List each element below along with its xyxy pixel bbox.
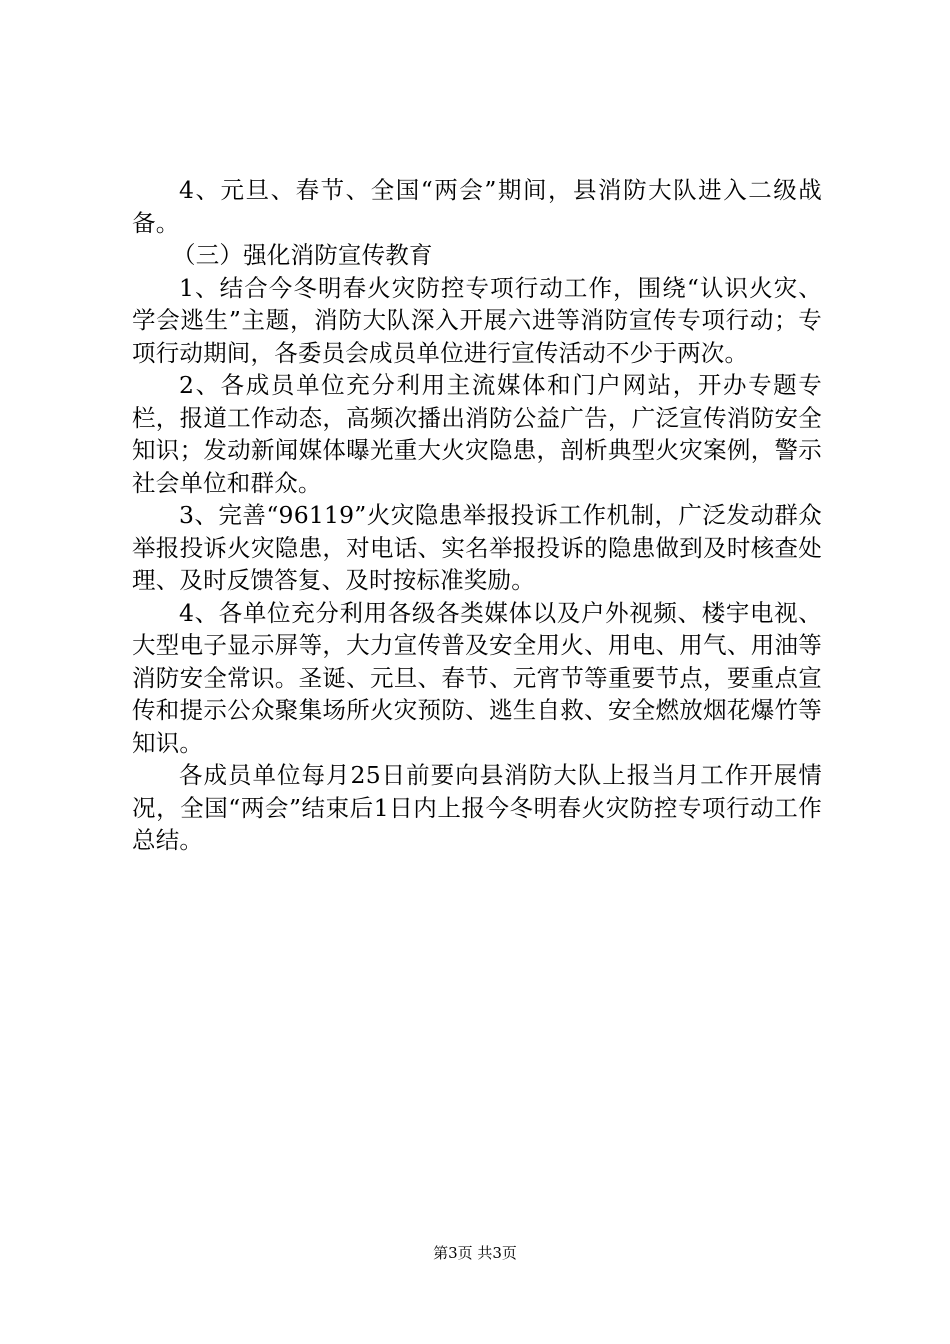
paragraph-item-4: 4、各单位充分利用各级各类媒体以及户外视频、楼宇电视、大型电子显示屏等，大力宣传普及安全用火、用电、用气、用油等消防安全常识。圣诞、元旦、春节、元宵节等重要节点，要重点宣传和提示公众聚集场所火灾预防、逃生自救、安全燃放烟花爆竹等知识。 <box>132 598 822 757</box>
document-body <box>132 174 822 857</box>
paragraph-reporting: 各成员单位每月25日前要向县消防大队上报当月工作开展情况，全国“两会”结束后1日内上报今冬明春火灾防控专项行动工作总结。 <box>132 761 822 854</box>
paragraph-item-1: 1、结合今冬明春火灾防控专项行动工作，围绕“认识火灾、学会逃生”主题，消防大队深入开展六进等消防宣传专项行动；专项行动期间，各委员会成员单位进行宣传活动不少于两次。 <box>132 273 822 367</box>
section-heading: （三）强化消防宣传教育 <box>172 241 433 269</box>
page-footer: 第3页 共3页 <box>433 1244 517 1262</box>
paragraph-combat-readiness: 4、元旦、春节、全国“两会”期间，县消防大队进入二级战备。 <box>132 176 822 237</box>
paragraph-item-2: 2、各成员单位充分利用主流媒体和门户网站，开办专题专栏，报道工作动态，高频次播出消防公益广告，广泛宣传消防安全知识；发动新闻媒体曝光重大火灾隐患，剖析典型火灾案例，警示社会单位和群众。 <box>132 371 822 497</box>
paragraph-item-3: 3、完善“96119”火灾隐患举报投诉工作机制，广泛发动群众举报投诉火灾隐患，对电话、实名举报投诉的隐患做到及时核查处理、及时反馈答复、及时按标准奖励。 <box>132 501 822 594</box>
